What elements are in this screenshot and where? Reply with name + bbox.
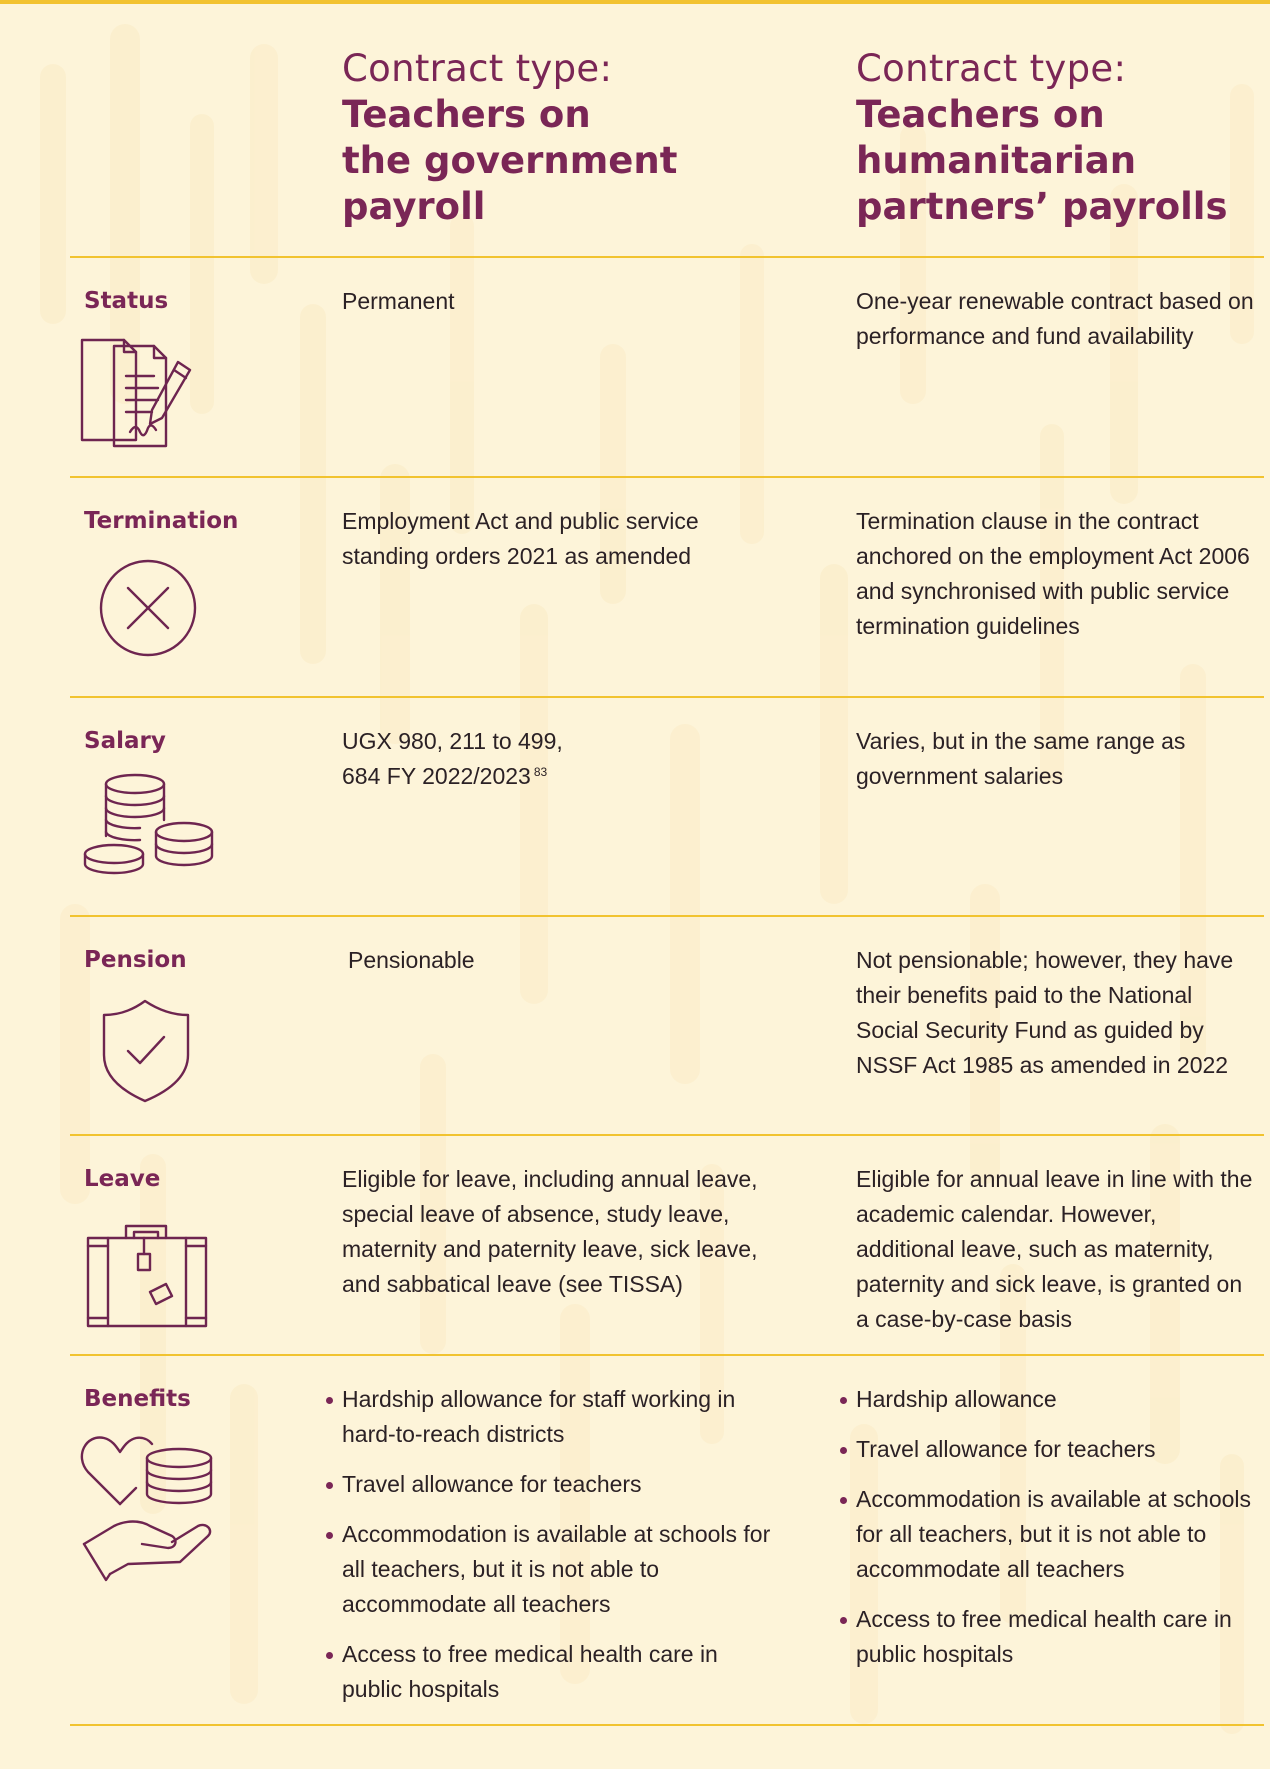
- salary-line: UGX 980, 211 to 499,: [342, 728, 563, 754]
- shield-check-icon: [100, 997, 200, 1107]
- header-title-line: the government: [342, 139, 678, 182]
- row-status: [0, 258, 1270, 476]
- heart-coins-hand-icon: [80, 1424, 220, 1594]
- header-title-line: Teachers on: [856, 93, 1105, 136]
- header-title-line: humanitarian: [856, 139, 1137, 182]
- row-label: Leave: [84, 1166, 161, 1192]
- humanitarian-status: One-year renewable contract based on performance and fund availability: [856, 288, 1254, 349]
- list-item: Accommodation is available at schools for all teachers, but it is not able to accommodate all teachers: [856, 1482, 1256, 1587]
- humanitarian-leave: Eligible for annual leave in line with the academic calendar. However, additional leave, such as maternity, paternity and sick leave, is granted on a case-by-case basis: [856, 1166, 1253, 1332]
- salary-line-text: 684 FY 2022/2023: [342, 763, 531, 789]
- row-divider: [70, 1724, 1264, 1726]
- row-termination: [0, 478, 1270, 696]
- coins-stack-icon: [80, 772, 220, 882]
- suitcase-icon: [84, 1216, 214, 1336]
- header-title-line: partners’ payrolls: [856, 185, 1228, 228]
- row-label: Termination: [84, 508, 239, 534]
- list-item: Travel allowance for teachers: [856, 1432, 1256, 1467]
- row-pension: [0, 917, 1270, 1134]
- header-prefix: Contract type:: [856, 47, 1127, 90]
- salary-line: [342, 759, 782, 794]
- government-leave: Eligible for leave, including annual leave, special leave of absence, study leave, maternity and paternity leave, sick leave, and sabbatical leave (see TISSA): [342, 1166, 758, 1297]
- row-salary: [0, 698, 1270, 915]
- header-prefix: Contract type:: [342, 47, 613, 90]
- header-title-line: Teachers on: [342, 93, 591, 136]
- close-circle-icon: [96, 556, 206, 666]
- benefits-list: [342, 1382, 782, 1707]
- list-item: Access to free medical health care in public hospitals: [856, 1602, 1256, 1672]
- list-item: Hardship allowance: [856, 1382, 1256, 1417]
- government-pension: Pensionable: [348, 947, 475, 973]
- row-leave: [0, 1136, 1270, 1354]
- list-item: Travel allowance for teachers: [342, 1467, 782, 1502]
- humanitarian-salary: Varies, but in the same range as government salaries: [856, 728, 1186, 789]
- benefits-list: [856, 1382, 1256, 1672]
- government-termination: Employment Act and public service standing orders 2021 as amended: [342, 508, 699, 569]
- row-label: Pension: [84, 947, 187, 973]
- header-government-payroll: [342, 46, 782, 230]
- footnote-ref: 83: [533, 765, 548, 779]
- row-label: Status: [84, 288, 169, 314]
- humanitarian-termination: Termination clause in the contract anchored on the employment Act 2006 and synchronised with public service termination guidelines: [856, 508, 1250, 639]
- header-title-line: payroll: [342, 185, 486, 228]
- contract-document-icon: [78, 328, 218, 448]
- humanitarian-pension: Not pensionable; however, they have their benefits paid to the National Social Security Fund as guided by NSSF Act 1985 as amended in 2022: [856, 947, 1234, 1078]
- government-status: Permanent: [342, 288, 455, 314]
- list-item: Hardship allowance for staff working in hard-to-reach districts: [342, 1382, 782, 1452]
- government-salary: [342, 724, 782, 794]
- list-item: Access to free medical health care in public hospitals: [342, 1637, 782, 1707]
- row-label: Benefits: [84, 1386, 191, 1412]
- humanitarian-benefits: [856, 1382, 1256, 1687]
- header-humanitarian-payrolls: [856, 46, 1270, 230]
- row-benefits: [0, 1356, 1270, 1724]
- row-label: Salary: [84, 728, 166, 754]
- government-benefits: [342, 1382, 782, 1722]
- list-item: Accommodation is available at schools for all teachers, but it is not able to accommodate all teachers: [342, 1517, 782, 1622]
